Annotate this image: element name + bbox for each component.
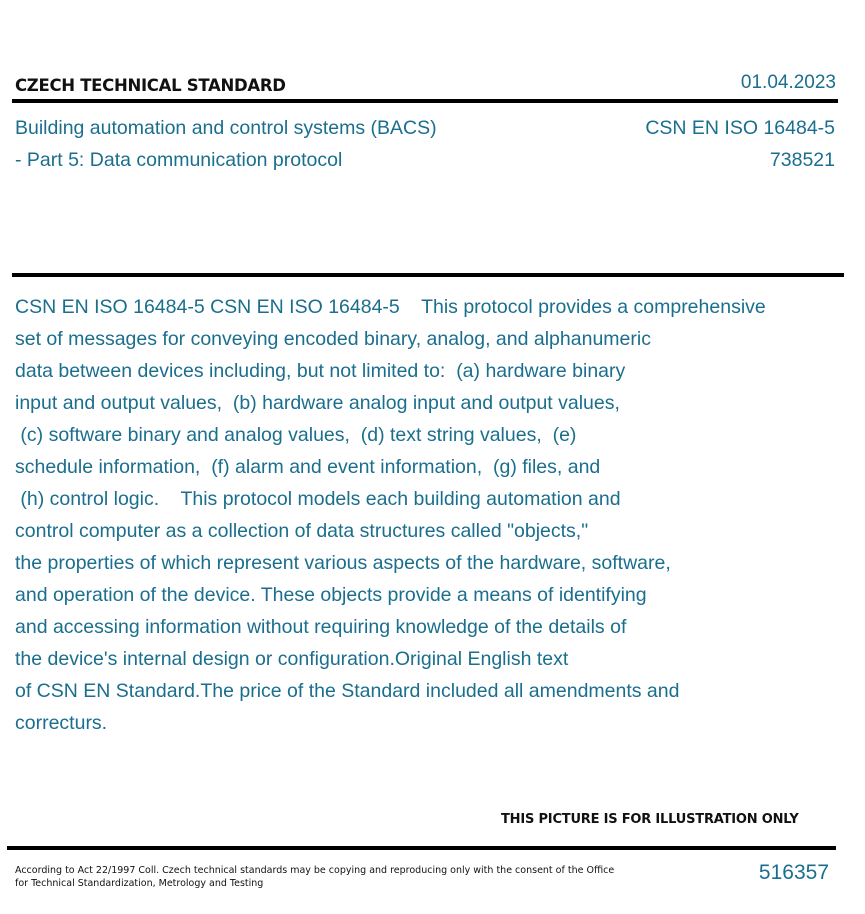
- standard-code: CSN EN ISO 16484-5: [645, 117, 835, 139]
- abstract-line: CSN EN ISO 16484-5 CSN EN ISO 16484-5 This protocol provides a comprehensive: [15, 296, 766, 318]
- title-line-2: - Part 5: Data communication protocol: [15, 149, 343, 171]
- illustration-disclaimer: THIS PICTURE IS FOR ILLUSTRATION ONLY: [501, 812, 799, 827]
- header-divider: [12, 99, 838, 103]
- abstract-text: [15, 291, 860, 739]
- abstract-line: data between devices including, but not limited to: (a) hardware binary: [15, 360, 626, 382]
- title-divider: [12, 273, 844, 277]
- copyright-line: According to Act 22/1997 Coll. Czech technical standards may be copying and reproducing only with the consent of the Office: [15, 865, 615, 876]
- abstract-line: correcturs.: [15, 712, 108, 734]
- document-type-label: CZECH TECHNICAL STANDARD: [15, 76, 286, 95]
- copyright-note: [15, 864, 614, 890]
- abstract-line: (h) control logic. This protocol models each building automation and: [15, 488, 621, 510]
- abstract-line: (c) software binary and analog values, (d) text string values, (e): [15, 424, 577, 446]
- abstract-line: of CSN EN Standard.The price of the Standard included all amendments and: [15, 680, 680, 702]
- title-line-1: Building automation and control systems (BACS): [15, 117, 437, 139]
- class-number: 738521: [769, 149, 835, 171]
- abstract-line: schedule information, (f) alarm and event information, (g) files, and: [15, 456, 601, 478]
- abstract-line: input and output values, (b) hardware analog input and output values,: [15, 392, 620, 414]
- copyright-line: for Technical Standardization, Metrology and Testing: [15, 878, 264, 889]
- abstract-line: and accessing information without requiring knowledge of the details of: [15, 616, 627, 638]
- abstract-line: and operation of the device. These objects provide a means of identifying: [15, 584, 647, 606]
- footer-divider: [7, 846, 836, 850]
- abstract-line: the device's internal design or configuration.Original English text: [15, 648, 569, 670]
- abstract-line: the properties of which represent various aspects of the hardware, software,: [15, 552, 671, 574]
- abstract-line: set of messages for conveying encoded binary, analog, and alphanumeric: [15, 328, 651, 350]
- catalog-number: 516357: [758, 861, 829, 884]
- abstract-line: control computer as a collection of data structures called "objects,": [15, 520, 589, 542]
- publication-date: 01.04.2023: [740, 72, 836, 93]
